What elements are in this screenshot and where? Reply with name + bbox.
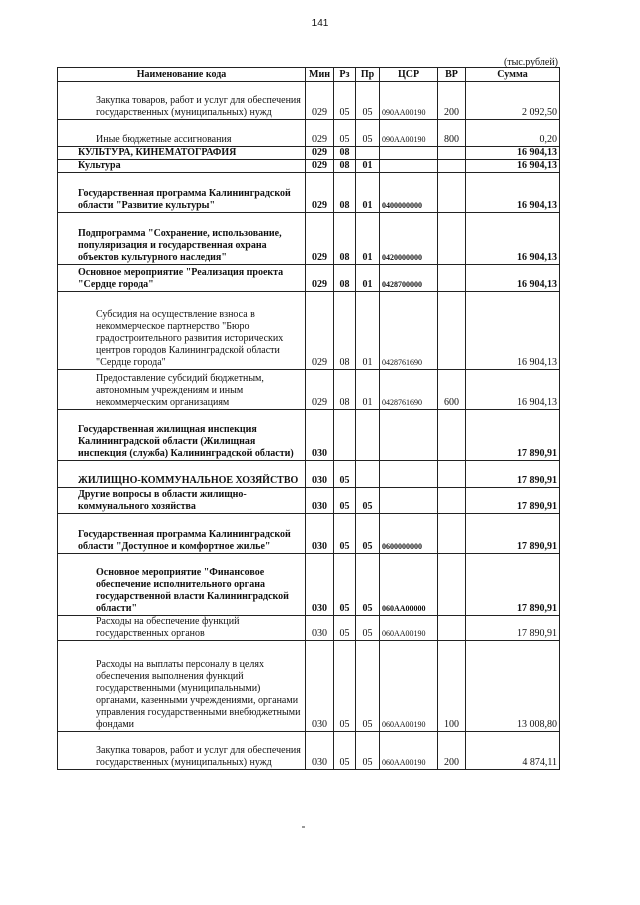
row-rz: 08 [334, 370, 356, 410]
header-rz: Рз [334, 68, 356, 82]
row-sum: 2 092,50 [466, 82, 560, 120]
row-rz: 05 [334, 641, 356, 732]
row-csr: 090АА00190 [380, 120, 438, 147]
table-row [58, 120, 560, 147]
table-row [58, 292, 560, 370]
table-row [58, 147, 560, 160]
row-csr [380, 410, 438, 461]
row-csr: 090АА00190 [380, 82, 438, 120]
row-sum: 17 890,91 [466, 410, 560, 461]
row-sum: 17 890,91 [466, 554, 560, 616]
row-csr [380, 461, 438, 488]
header-csr: ЦСР [380, 68, 438, 82]
row-sum: 16 904,13 [466, 292, 560, 370]
table-row [58, 370, 560, 410]
table-row [58, 514, 560, 554]
row-csr [380, 488, 438, 514]
table-row [58, 213, 560, 265]
table-row [58, 488, 560, 514]
header-pr: Пр [356, 68, 380, 82]
row-sum: 17 890,91 [466, 514, 560, 554]
row-csr: 060АА00190 [380, 616, 438, 641]
row-vr [438, 488, 466, 514]
row-rz: 05 [334, 514, 356, 554]
row-min: 030 [306, 461, 334, 488]
row-rz: 08 [334, 173, 356, 213]
row-vr [438, 616, 466, 641]
header-vr: ВР [438, 68, 466, 82]
row-pr: 05 [356, 554, 380, 616]
row-csr: 060АА00000 [380, 554, 438, 616]
table-row [58, 732, 560, 770]
row-csr: 0428761690 [380, 370, 438, 410]
header-min: Мин [306, 68, 334, 82]
row-rz: 05 [334, 120, 356, 147]
row-csr: 060АА00190 [380, 641, 438, 732]
row-name: Закупка товаров, работ и услуг для обеспечения государственных (муниципальных) нужд [58, 732, 306, 770]
row-vr: 200 [438, 82, 466, 120]
row-name: ЖИЛИЩНО-КОММУНАЛЬНОЕ ХОЗЯЙСТВО [58, 461, 306, 488]
scan-mark [302, 826, 305, 828]
table-row [58, 82, 560, 120]
row-csr [380, 160, 438, 173]
row-min: 029 [306, 292, 334, 370]
row-name: Иные бюджетные ассигнования [58, 120, 306, 147]
header-sum: Сумма [466, 68, 560, 82]
row-rz: 05 [334, 82, 356, 120]
row-sum: 16 904,13 [466, 160, 560, 173]
row-csr: 0428700000 [380, 265, 438, 292]
row-sum: 13 008,80 [466, 641, 560, 732]
row-sum: 17 890,91 [466, 616, 560, 641]
row-name: Расходы на обеспечение функций государственных органов [58, 616, 306, 641]
row-rz: 05 [334, 554, 356, 616]
row-min: 029 [306, 173, 334, 213]
row-vr: 600 [438, 370, 466, 410]
budget-table [57, 67, 560, 770]
row-pr [356, 410, 380, 461]
row-pr: 05 [356, 120, 380, 147]
row-csr: 0428761690 [380, 292, 438, 370]
row-vr [438, 160, 466, 173]
row-pr: 01 [356, 265, 380, 292]
row-name: КУЛЬТУРА, КИНЕМАТОГРАФИЯ [58, 147, 306, 160]
table-row [58, 265, 560, 292]
row-name: Субсидия на осуществление взноса в некоммерческое партнерство "Бюро градостроительного развития исторических центров городов Калининградской области "Сердце города" [58, 292, 306, 370]
row-vr [438, 173, 466, 213]
table-row [58, 461, 560, 488]
table-row [58, 173, 560, 213]
row-min: 030 [306, 514, 334, 554]
row-min: 030 [306, 554, 334, 616]
table-row [58, 410, 560, 461]
row-vr [438, 410, 466, 461]
row-name: Основное мероприятие "Реализация проекта "Сердце города" [58, 265, 306, 292]
row-sum: 17 890,91 [466, 488, 560, 514]
row-rz: 08 [334, 160, 356, 173]
table-header-row [58, 68, 560, 82]
row-rz: 05 [334, 461, 356, 488]
row-name: Основное мероприятие "Финансовое обеспечение исполнительного органа государственной власти Калининградской области" [58, 554, 306, 616]
table-row [58, 160, 560, 173]
page-number: 141 [311, 18, 329, 29]
row-min: 030 [306, 641, 334, 732]
row-min: 029 [306, 370, 334, 410]
row-vr: 800 [438, 120, 466, 147]
table-row [58, 641, 560, 732]
header-name: Наименование кода [58, 68, 306, 82]
row-pr: 01 [356, 292, 380, 370]
row-rz: 08 [334, 292, 356, 370]
row-vr: 200 [438, 732, 466, 770]
row-csr: 0400000000 [380, 173, 438, 213]
row-min: 029 [306, 160, 334, 173]
row-min: 030 [306, 488, 334, 514]
row-rz: 05 [334, 616, 356, 641]
row-rz: 08 [334, 265, 356, 292]
row-pr: 05 [356, 616, 380, 641]
row-min: 030 [306, 732, 334, 770]
row-csr [380, 147, 438, 160]
row-rz: 05 [334, 488, 356, 514]
row-pr: 05 [356, 82, 380, 120]
row-vr [438, 147, 466, 160]
row-pr [356, 147, 380, 160]
table-row [58, 554, 560, 616]
row-pr: 05 [356, 641, 380, 732]
row-pr: 01 [356, 160, 380, 173]
row-name: Другие вопросы в области жилищно-коммунального хозяйства [58, 488, 306, 514]
row-name: Государственная программа Калининградской области "Развитие культуры" [58, 173, 306, 213]
row-pr: 05 [356, 732, 380, 770]
row-sum: 4 874,11 [466, 732, 560, 770]
row-pr: 01 [356, 370, 380, 410]
row-sum: 16 904,13 [466, 370, 560, 410]
row-sum: 0,20 [466, 120, 560, 147]
row-vr [438, 554, 466, 616]
row-vr [438, 514, 466, 554]
row-sum: 17 890,91 [466, 461, 560, 488]
row-min: 029 [306, 82, 334, 120]
row-rz: 08 [334, 213, 356, 265]
row-vr [438, 461, 466, 488]
row-sum: 16 904,13 [466, 173, 560, 213]
row-vr [438, 265, 466, 292]
row-pr [356, 461, 380, 488]
row-name: Государственная жилищная инспекция Калининградской области (Жилищная инспекция (служба) Калининградской области) [58, 410, 306, 461]
row-csr: 0420000000 [380, 213, 438, 265]
row-min: 029 [306, 265, 334, 292]
row-pr: 01 [356, 213, 380, 265]
row-min: 029 [306, 120, 334, 147]
row-sum: 16 904,13 [466, 265, 560, 292]
row-name: Расходы на выплаты персоналу в целях обеспечения выполнения функций государственными (муниципальными) органами, казенными учреждениями, органами управления государственными внебюджетными фондами [58, 641, 306, 732]
row-sum: 16 904,13 [466, 147, 560, 160]
row-vr [438, 292, 466, 370]
row-min: 030 [306, 410, 334, 461]
row-name: Закупка товаров, работ и услуг для обеспечения государственных (муниципальных) нужд [58, 82, 306, 120]
row-min: 029 [306, 147, 334, 160]
row-rz [334, 410, 356, 461]
row-min: 029 [306, 213, 334, 265]
table-row [58, 616, 560, 641]
row-csr: 0600000000 [380, 514, 438, 554]
row-name: Культура [58, 160, 306, 173]
row-sum: 16 904,13 [466, 213, 560, 265]
unit-label: (тыс.рублей) [503, 57, 558, 68]
row-pr: 05 [356, 514, 380, 554]
row-rz: 05 [334, 732, 356, 770]
row-rz: 08 [334, 147, 356, 160]
row-csr: 060АА00190 [380, 732, 438, 770]
row-vr: 100 [438, 641, 466, 732]
row-vr [438, 213, 466, 265]
row-pr: 01 [356, 173, 380, 213]
row-name: Государственная программа Калининградской области "Доступное и комфортное жилье" [58, 514, 306, 554]
row-min: 030 [306, 616, 334, 641]
row-name: Предоставление субсидий бюджетным, автономным учреждениям и иным некоммерческим организациям [58, 370, 306, 410]
row-name: Подпрограмма "Сохранение, использование, популяризация и государственная охрана объектов культурного наследия" [58, 213, 306, 265]
row-pr: 05 [356, 488, 380, 514]
